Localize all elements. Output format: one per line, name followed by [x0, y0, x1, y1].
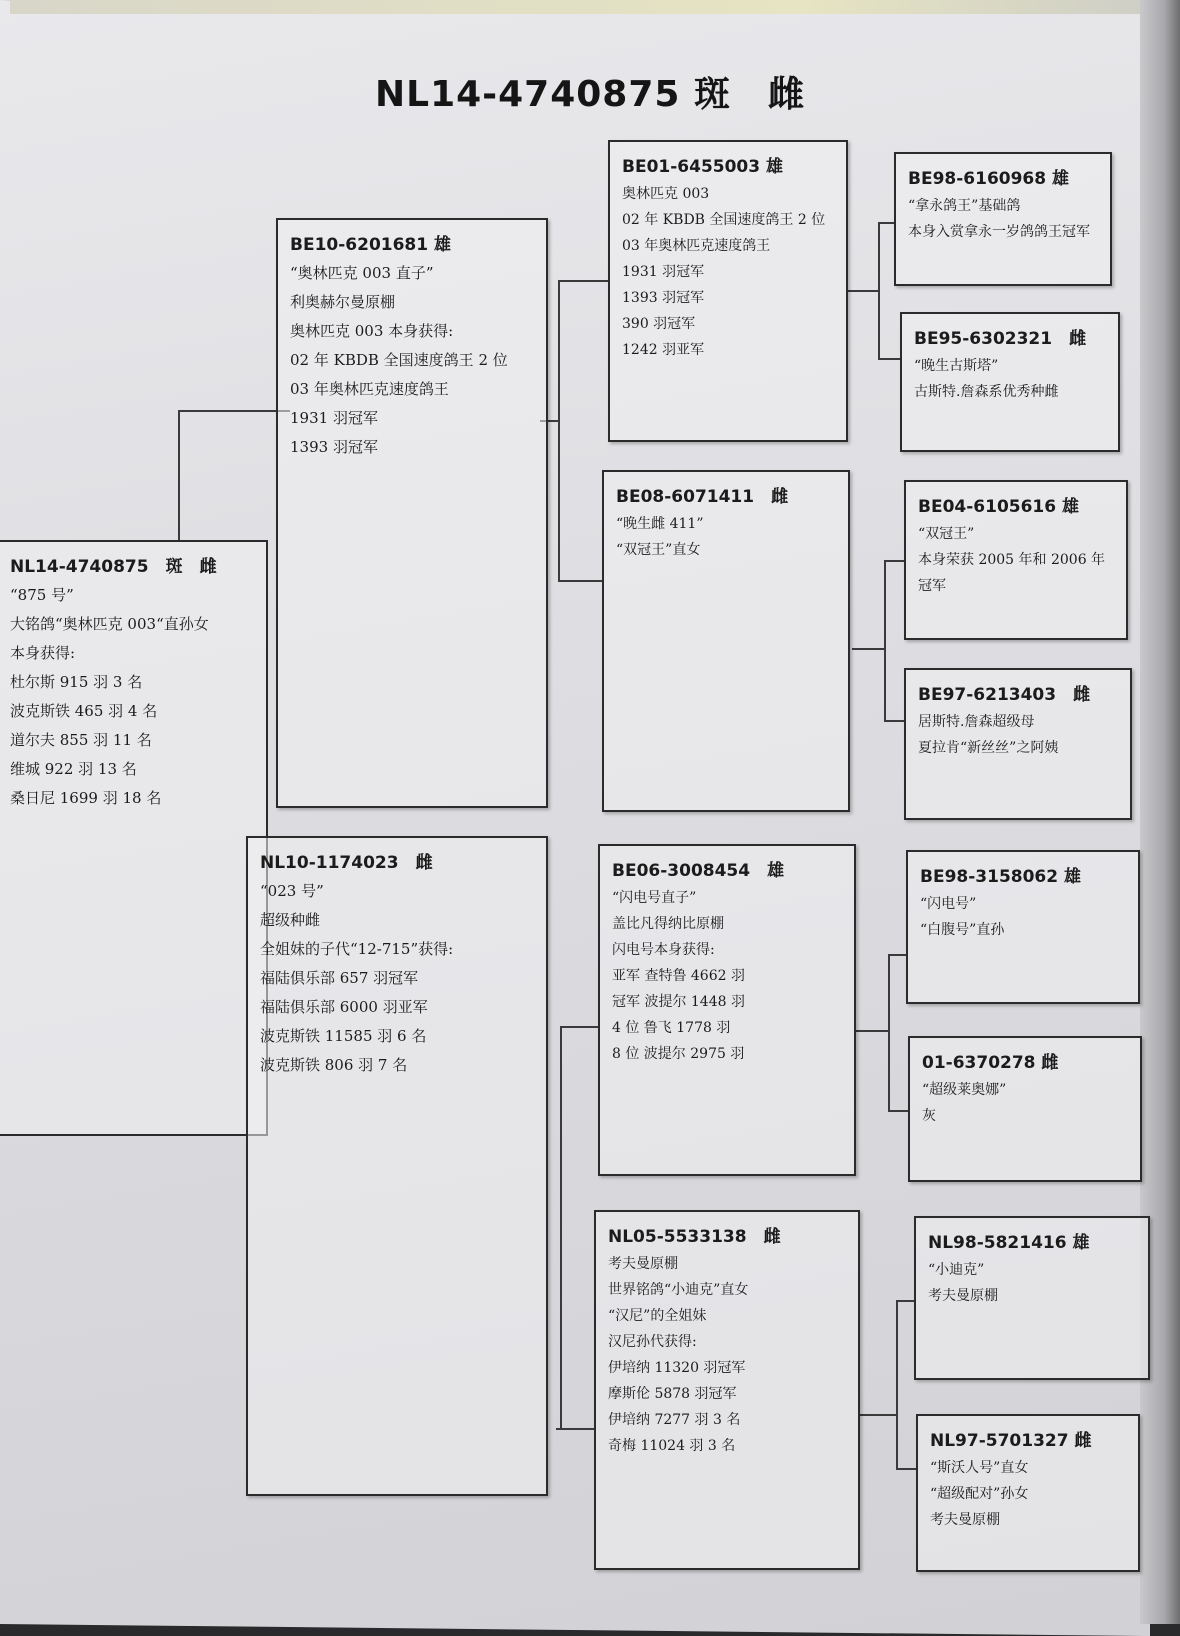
sire-line: 02 年 KBDB 全国速度鸽王 2 位 — [290, 351, 508, 369]
dam-sire-sire-box — [906, 850, 1140, 1004]
connector — [556, 1428, 596, 1430]
sds-line: “双冠王” — [918, 526, 975, 542]
dam-dam-line: 考夫曼原棚 — [608, 1256, 678, 1272]
sds-ring-id: BE04-6105616 雄 — [918, 497, 1080, 517]
top-strip — [10, 0, 1140, 14]
connector — [860, 1414, 898, 1416]
dam-box — [246, 836, 548, 1496]
ddd-line: “斯沃人号”直女 — [930, 1460, 1029, 1476]
connector — [848, 290, 880, 292]
dds-line: “小迪克” — [928, 1262, 985, 1278]
sss-line: 本身入赏拿永一岁鸽鸽王冠军 — [908, 224, 1090, 240]
dam-dam-line: “汉尼”的全姐妹 — [608, 1308, 707, 1324]
connector — [888, 1110, 908, 1112]
dss-ring-id: BE98-3158062 雄 — [920, 867, 1082, 887]
connector — [178, 410, 290, 412]
dam-dam-box — [594, 1210, 860, 1570]
sire-sire-line: 03 年奥林匹克速度鸽王 — [622, 238, 771, 254]
sire-dam-box — [602, 470, 850, 812]
sire-ring-id: BE10-6201681 雄 — [290, 235, 452, 255]
sss-line: “拿永鸽王”基础鸽 — [908, 198, 1021, 214]
binder-edge — [1140, 0, 1180, 1624]
sss-ring-id: BE98-6160968 雄 — [908, 169, 1070, 189]
dam-dam-line: 伊培纳 11320 羽冠军 — [608, 1360, 746, 1376]
dsd-ring-id: 01-6370278 雌 — [922, 1053, 1059, 1073]
subject-ring-id: NL14-4740875 斑 雌 — [10, 557, 217, 577]
dss-line: “白腹号”直孙 — [920, 922, 1005, 938]
connector — [878, 358, 900, 360]
connector — [884, 720, 904, 722]
sire-sire-line: 1242 羽亚军 — [622, 342, 705, 358]
ssd-line: “晚生古斯塔” — [914, 358, 999, 374]
dam-sire-line: 亚军 查特鲁 4662 羽 — [612, 968, 745, 984]
dsd-line: “超级莱奥娜” — [922, 1082, 1007, 1098]
sire-sire-line: 奥林匹克 003 — [622, 186, 710, 202]
sire-line: “奥林匹克 003 直子” — [290, 264, 434, 282]
subject-box — [0, 540, 268, 1136]
subject-line: 波克斯铁 465 羽 4 名 — [10, 702, 158, 720]
subject-line: 桑日尼 1699 羽 18 名 — [10, 789, 162, 807]
ddd-ring-id: NL97-5701327 雌 — [930, 1431, 1092, 1451]
sdd-line: 居斯特.詹森超级母 — [918, 714, 1035, 730]
dam-dam-sire-box — [914, 1216, 1150, 1380]
dam-sire-line: 盖比凡得纳比原棚 — [612, 916, 724, 932]
sire-dam-line: “晚生雌 411” — [616, 516, 704, 532]
connector — [884, 560, 904, 562]
connector — [896, 1468, 916, 1470]
dds-ring-id: NL98-5821416 雄 — [928, 1233, 1090, 1253]
sire-sire-line: 1931 羽冠军 — [622, 264, 705, 280]
dam-sire-ring-id: BE06-3008454 雄 — [612, 861, 785, 881]
sire-dam-sire-box — [904, 480, 1128, 640]
ddd-line: 考夫曼原棚 — [930, 1512, 1000, 1528]
sire-sire-line: 390 羽冠军 — [622, 316, 696, 332]
dam-dam-line: 伊培纳 7277 羽 3 名 — [608, 1412, 741, 1428]
ssd-line: 古斯特.詹森系优秀种雌 — [914, 384, 1059, 400]
sdd-line: 夏拉肯“新丝丝”之阿姨 — [918, 740, 1059, 756]
ssd-ring-id: BE95-6302321 雌 — [914, 329, 1087, 349]
sire-dam-line: “双冠王”直女 — [616, 542, 701, 558]
dam-dam-ring-id: NL05-5533138 雌 — [608, 1227, 781, 1247]
sire-sire-box — [608, 140, 848, 442]
dam-line: 福陆俱乐部 6000 羽亚军 — [260, 998, 428, 1016]
connector — [852, 648, 886, 650]
subject-line: 维城 922 羽 13 名 — [10, 760, 137, 778]
connector — [878, 222, 894, 224]
sire-line: 奥林匹克 003 本身获得: — [290, 322, 454, 340]
sire-box — [276, 218, 548, 808]
connector — [888, 954, 890, 1112]
connector — [856, 1030, 890, 1032]
subject-line: 本身获得: — [10, 644, 76, 662]
connector — [558, 580, 604, 582]
connector — [558, 280, 560, 580]
dam-ring-id: NL10-1174023 雌 — [260, 853, 433, 873]
connector — [896, 1300, 916, 1302]
sire-dam-dam-box — [904, 668, 1132, 820]
sire-sire-dam-box — [900, 312, 1120, 452]
dam-sire-box — [598, 844, 856, 1176]
dam-line: 波克斯铁 11585 羽 6 名 — [260, 1027, 427, 1045]
sdd-ring-id: BE97-6213403 雌 — [918, 685, 1091, 705]
subject-line: 杜尔斯 915 羽 3 名 — [10, 673, 143, 691]
connector — [560, 1026, 600, 1028]
connector — [884, 560, 886, 722]
sire-line: 利奥赫尔曼原棚 — [290, 293, 396, 311]
dam-line: “023 号” — [260, 882, 324, 900]
dam-dam-line: 奇梅 11024 羽 3 名 — [608, 1438, 736, 1454]
connector — [896, 1300, 898, 1470]
dam-dam-dam-box — [916, 1414, 1140, 1572]
sds-line: 本身荣获 2005 年和 2006 年冠军 — [918, 552, 1106, 594]
ddd-line: “超级配对”孙女 — [930, 1486, 1029, 1502]
sire-sire-line: 02 年 KBDB 全国速度鸽王 2 位 — [622, 212, 826, 228]
dam-sire-line: 8 位 波提尔 2975 羽 — [612, 1046, 745, 1062]
sire-line: 1393 羽冠军 — [290, 438, 378, 456]
dam-sire-line: “闪电号直子” — [612, 890, 697, 906]
dam-sire-line: 4 位 鲁飞 1778 羽 — [612, 1020, 731, 1036]
dam-dam-line: 汉尼孙代获得: — [608, 1334, 697, 1350]
dds-line: 考夫曼原棚 — [928, 1288, 998, 1304]
dam-sire-line: 闪电号本身获得: — [612, 942, 715, 958]
subject-line: “875 号” — [10, 586, 74, 604]
dam-line: 全姐妹的子代“12-715”获得: — [260, 940, 454, 958]
sire-sire-sire-box — [894, 152, 1112, 286]
sire-line: 03 年奥林匹克速度鸽王 — [290, 380, 449, 398]
page-title: NL14-4740875 斑 雌 — [375, 74, 805, 115]
dam-sire-line: 冠军 波提尔 1448 羽 — [612, 994, 745, 1010]
sire-sire-ring-id: BE01-6455003 雄 — [622, 157, 784, 177]
connector — [178, 410, 180, 540]
sire-dam-ring-id: BE08-6071411 雌 — [616, 487, 789, 507]
dam-dam-line: 摩斯伦 5878 羽冠军 — [608, 1386, 737, 1402]
subject-line: 大铭鸽“奥林匹克 003“直孙女 — [10, 615, 209, 633]
connector — [558, 280, 610, 282]
dss-line: “闪电号” — [920, 896, 977, 912]
sire-line: 1931 羽冠军 — [290, 409, 378, 427]
connector — [560, 1026, 562, 1428]
dsd-line: 灰 — [922, 1108, 936, 1124]
dam-line: 超级种雌 — [260, 911, 321, 929]
subject-line: 道尔夫 855 羽 11 名 — [10, 731, 152, 749]
sire-sire-line: 1393 羽冠军 — [622, 290, 705, 306]
connector — [888, 954, 906, 956]
dam-line: 波克斯铁 806 羽 7 名 — [260, 1056, 408, 1074]
dam-sire-dam-box — [908, 1036, 1142, 1182]
dam-line: 福陆俱乐部 657 羽冠军 — [260, 969, 419, 987]
dam-dam-line: 世界铭鸽“小迪克”直女 — [608, 1282, 749, 1298]
